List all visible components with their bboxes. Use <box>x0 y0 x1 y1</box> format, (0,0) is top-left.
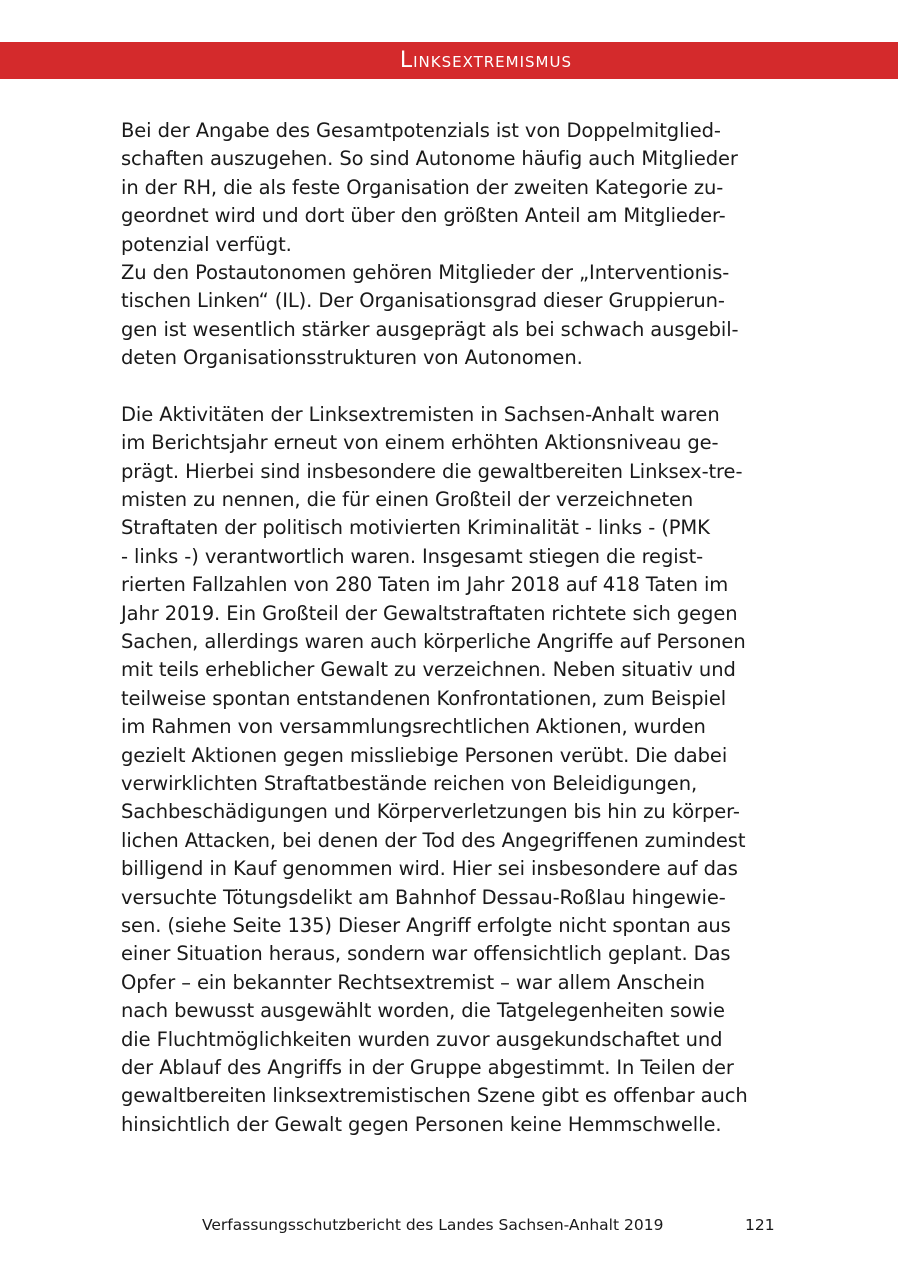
text-line: Straftaten der politisch motivierten Kriminalität - links - (PMK <box>121 516 710 540</box>
text-line: misten zu nennen, die für einen Großteil der verzeichneten <box>121 488 694 512</box>
text-line: rierten Fallzahlen von 280 Taten im Jahr 2018 auf 418 Taten im <box>121 573 729 597</box>
page-number: 121 <box>745 1216 775 1234</box>
text-line: Opfer – ein bekannter Rechtsextremist – war allem Anschein <box>121 970 705 994</box>
text-line: Sachbeschädigungen und Körperverletzungen bis hin zu körper- <box>121 800 740 824</box>
section-title: Linksextremismus <box>399 48 572 73</box>
text-line: hinsichtlich der Gewalt gegen Personen keine Hemmschwelle. <box>121 1112 722 1136</box>
text-line: prägt. Hierbei sind insbesondere die gewaltbereiten Linksex-tre- <box>121 459 743 483</box>
text-line: - links -) verantwortlich waren. Insgesamt stiegen die regist- <box>121 544 704 568</box>
text-line: billigend in Kauf genommen wird. Hier sei insbesondere auf das <box>121 857 738 881</box>
text-line: Zu den Postautonomen gehören Mitglieder der „Interventionis- <box>121 260 730 284</box>
text-line: schaften auszugehen. So sind Autonome häufig auch Mitglieder <box>121 147 738 171</box>
paragraph-1 <box>121 117 781 259</box>
text-line: verwirklichten Straftatbestände reichen von Beleidigungen, <box>121 771 698 795</box>
paragraph-3 <box>121 401 781 1139</box>
paragraph-2 <box>121 259 781 373</box>
text-line: potenzial verfügt. <box>121 232 292 256</box>
text-line: tischen Linken“ (IL). Der Organisationsgrad dieser Gruppierun- <box>121 289 725 313</box>
text-line: Die Aktivitäten der Linksextremisten in Sachsen-Anhalt waren <box>121 402 720 426</box>
text-line: im Rahmen von versammlungsrechtlichen Aktionen, wurden <box>121 715 706 739</box>
text-line: teilweise spontan entstandenen Konfrontationen, zum Beispiel <box>121 686 727 710</box>
paragraph-spacer <box>121 373 781 401</box>
text-line: gezielt Aktionen gegen missliebige Personen verübt. Die dabei <box>121 743 728 767</box>
text-line: gewaltbereiten linksextremistischen Szene gibt es offenbar auch <box>121 1084 748 1108</box>
text-line: lichen Attacken, bei denen der Tod des Angegriffenen zumindest <box>121 828 746 852</box>
text-line: Sachen, allerdings waren auch körperliche Angriffe auf Personen <box>121 630 746 654</box>
text-line: mit teils erheblicher Gewalt zu verzeichnen. Neben situativ und <box>121 658 736 682</box>
text-line: deten Organisationsstrukturen von Autonomen. <box>121 346 583 370</box>
section-header-bar <box>0 42 898 79</box>
text-line: einer Situation heraus, sondern war offensichtlich geplant. Das <box>121 942 731 966</box>
text-line: gen ist wesentlich stärker ausgeprägt als bei schwach ausgebil- <box>121 317 739 341</box>
text-line: versuchte Tötungsdelikt am Bahnhof Dessau-Roßlau hingewie- <box>121 885 726 909</box>
text-line: in der RH, die als feste Organisation der zweiten Kategorie zu- <box>121 175 724 199</box>
text-line: Jahr 2019. Ein Großteil der Gewaltstraftaten richtete sich gegen <box>121 601 738 625</box>
text-line: der Ablauf des Angriffs in der Gruppe abgestimmt. In Teilen der <box>121 1055 734 1079</box>
text-line: geordnet wird und dort über den größten Anteil am Mitglieder- <box>121 204 726 228</box>
text-line: nach bewusst ausgewählt worden, die Tatgelegenheiten sowie <box>121 999 725 1023</box>
text-line: im Berichtsjahr erneut von einem erhöhten Aktionsniveau ge- <box>121 431 719 455</box>
footer-publication-title: Verfassungsschutzbericht des Landes Sachsen-Anhalt 2019 <box>202 1216 664 1234</box>
text-line: sen. (siehe Seite 135) Dieser Angriff erfolgte nicht spontan aus <box>121 913 731 937</box>
text-line: die Fluchtmöglichkeiten wurden zuvor ausgekundschaftet und <box>121 1027 723 1051</box>
body-text <box>121 117 781 1139</box>
text-line: Bei der Angabe des Gesamtpotenzials ist von Doppelmitglied- <box>121 119 721 142</box>
